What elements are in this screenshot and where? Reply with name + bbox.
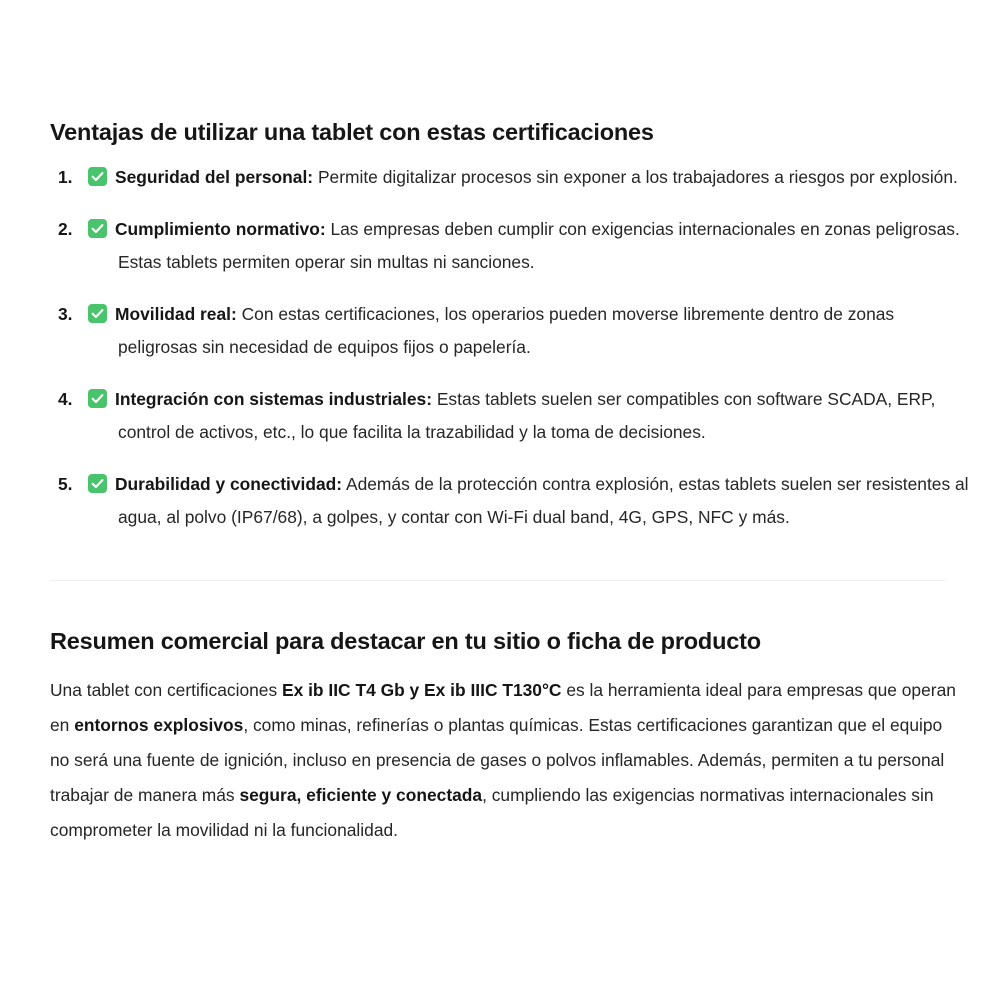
summary-paragraph [50,673,970,848]
list-item-term: Durabilidad y conectividad: [115,474,343,495]
summary-emphasis: entornos explosivos [74,714,244,735]
summary-emphasis: Ex ib IIC T4 Gb y Ex ib IIIC T130°C [282,679,562,700]
advantages-list [50,161,970,534]
check-square-icon [88,389,107,408]
list-item-term: Movilidad real: [115,304,237,325]
list-item-term: Cumplimiento normativo: [115,219,326,240]
list-item-body: Las empresas deben cumplir con exigencias internacionales en zonas peligrosas. Estas tablets permiten operar sin multas ni sanciones. [118,219,960,273]
summary-emphasis: segura, eficiente y conectada [239,784,483,805]
check-square-icon [88,167,107,186]
list-item [50,468,970,534]
summary-text: Una tablet con certificaciones [50,679,282,700]
summary-text: , como minas, refinerías o plantas químicas. Estas certificaciones garantizan que el equipo no será una fuente de ignición, incluso en presencia de gases o polvos inflamables. Además, permiten a tu personal trabajar de manera más [50,714,945,805]
summary-heading: Resumen comercial para destacar en tu sitio o ficha de producto [50,628,761,655]
list-item [50,298,970,364]
list-item-body: Estas tablets suelen ser compatibles con software SCADA, ERP, control de activos, etc., lo que facilita la trazabilidad y la toma de decisiones. [118,389,936,443]
list-item [50,213,970,279]
list-item-body: Además de la protección contra explosión, estas tablets suelen ser resistentes al agua, al polvo (IP67/68), a golpes, y contar con Wi-Fi dual band, 4G, GPS, NFC y más. [118,474,969,528]
list-item-term: Seguridad del personal: [115,167,314,188]
summary-text: es la herramienta ideal para empresas que operan en [50,679,956,735]
check-square-icon [88,474,107,493]
list-item [50,161,970,194]
check-square-icon [88,219,107,238]
list-item-body: Permite digitalizar procesos sin exponer a los trabajadores a riesgos por explosión. [313,167,958,188]
summary-text: , cumpliendo las exigencias normativas internacionales sin comprometer la movilidad ni la funcionalidad. [50,784,934,840]
list-item-term: Integración con sistemas industriales: [115,389,432,410]
check-square-icon [88,304,107,323]
section-divider [50,580,945,581]
list-item [50,383,970,449]
list-item-body: Con estas certificaciones, los operarios pueden moverse libremente dentro de zonas peligrosas sin necesidad de equipos fijos o papelería. [118,304,895,358]
advantages-heading: Ventajas de utilizar una tablet con estas certificaciones [50,119,654,145]
